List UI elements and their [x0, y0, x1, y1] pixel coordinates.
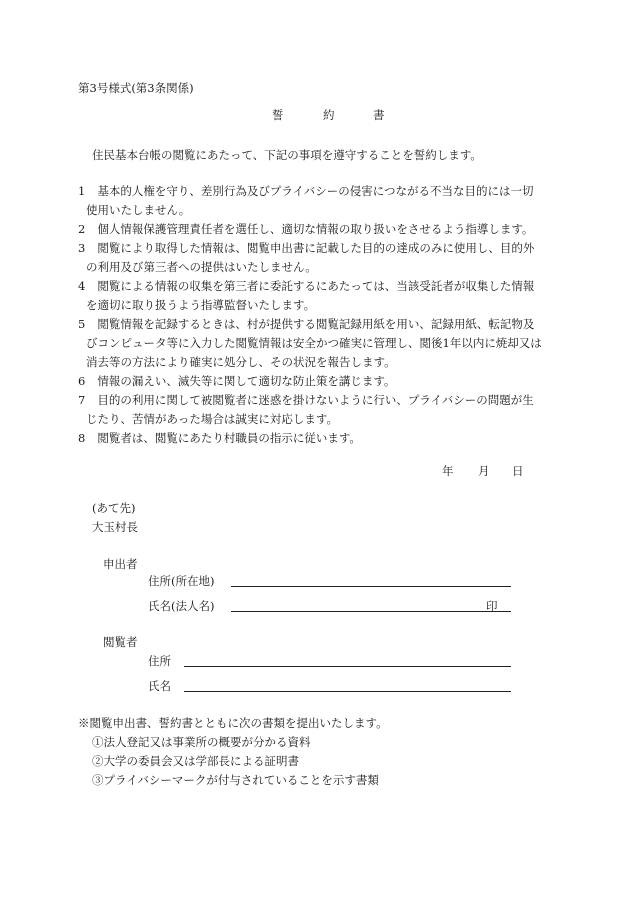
date-day: 日 [512, 464, 524, 478]
viewer-heading: 閲覧者 [103, 635, 138, 649]
item-text-continued: の利用及び第三者への提供はいたしません。 [86, 260, 317, 274]
item-text-continued: 使用いたしません。 [86, 203, 191, 217]
applicant-address-field[interactable] [231, 586, 511, 587]
list-item [78, 240, 534, 256]
list-item [78, 392, 534, 408]
viewer-address-field[interactable] [184, 666, 511, 667]
item-number: 7 [78, 393, 86, 407]
note-text: ※閲覧申出書、誓約書とともに次の書類を提出いたします。 [78, 716, 388, 730]
form-reference: 第3号様式(第3条関係) [78, 81, 194, 95]
item-text-continued: じたり、苦情があった場合は誠実に対応します。 [86, 412, 338, 426]
note-item: ②大学の委員会又は学部長による証明書 [92, 754, 299, 768]
seal-mark: 印 [486, 599, 498, 613]
item-text: 基本的人権を守り、差別行為及びプライバシーの侵害につながる不当な目的には一切 [97, 184, 534, 198]
item-text: 閲覧情報を記録するときは、村が提供する閲覧記録用紙を用い、記録用紙、転記物及 [97, 317, 535, 331]
addressee-label: (あて先) [92, 501, 136, 515]
item-text: 閲覧者は、閲覧にあたり村職員の指示に従います。 [97, 431, 361, 445]
item-number: 2 [78, 222, 86, 236]
viewer-name-label: 氏名 [148, 679, 171, 693]
note-item: ①法人登記又は事業所の概要が分かる資料 [92, 735, 311, 749]
date-year: 年 [442, 464, 454, 478]
applicant-name-label: 氏名(法人名) [148, 599, 215, 613]
list-item [78, 221, 533, 237]
item-number: 4 [78, 279, 86, 293]
item-number: 5 [78, 317, 86, 331]
date-month: 月 [478, 464, 490, 478]
applicant-address-label: 住所(所在地) [148, 574, 215, 588]
item-number: 1 [78, 184, 86, 198]
intro-text: 住民基本台帳の閲覧にあたって、下記の事項を遵守することを誓約します。 [92, 148, 482, 162]
list-item [78, 373, 395, 389]
list-item [78, 278, 534, 294]
title-char-2: 約 [323, 108, 335, 122]
title-char-3: 書 [373, 108, 385, 122]
item-text: 個人情報保護管理責任者を選任し、適切な情報の取り扱いをさせるよう指導します。 [97, 222, 534, 236]
item-number: 3 [78, 241, 86, 255]
title-char-1: 誓 [272, 108, 284, 122]
item-text: 閲覧による情報の収集を第三者に委託するにあたっては、当該受託者が収集した情報 [97, 279, 535, 293]
item-text: 閲覧により取得した情報は、閲覧申出書に記載した目的の達成のみに使用し、目的外 [97, 241, 535, 255]
item-text-continued: びコンピュータ等に入力した閲覧情報は安全かつ確実に管理し、閲後1年以内に焼却又は [86, 336, 542, 350]
item-text: 目的の利用に関して被閲覧者に迷惑を掛けないように行い、プライバシーの問題が生 [97, 393, 534, 407]
addressee-name: 大玉村長 [92, 520, 138, 534]
item-text-continued: 消去等の方法により確実に処分し、その状況を報告します。 [86, 355, 396, 369]
item-number: 6 [78, 374, 86, 388]
viewer-name-field[interactable] [184, 691, 511, 692]
item-number: 8 [78, 431, 86, 445]
item-text: 情報の漏えい、滅失等に関して適切な防止策を講じます。 [97, 374, 396, 388]
viewer-address-label: 住所 [148, 654, 171, 668]
list-item [78, 183, 534, 199]
list-item [78, 316, 534, 332]
list-item [78, 430, 361, 446]
note-item: ③プライバシーマークが付与されていることを示す書類 [92, 773, 379, 787]
applicant-heading: 申出者 [103, 557, 138, 571]
item-text-continued: を適切に取り扱うよう指導監督いたします。 [86, 298, 316, 312]
applicant-name-field[interactable] [231, 611, 511, 612]
